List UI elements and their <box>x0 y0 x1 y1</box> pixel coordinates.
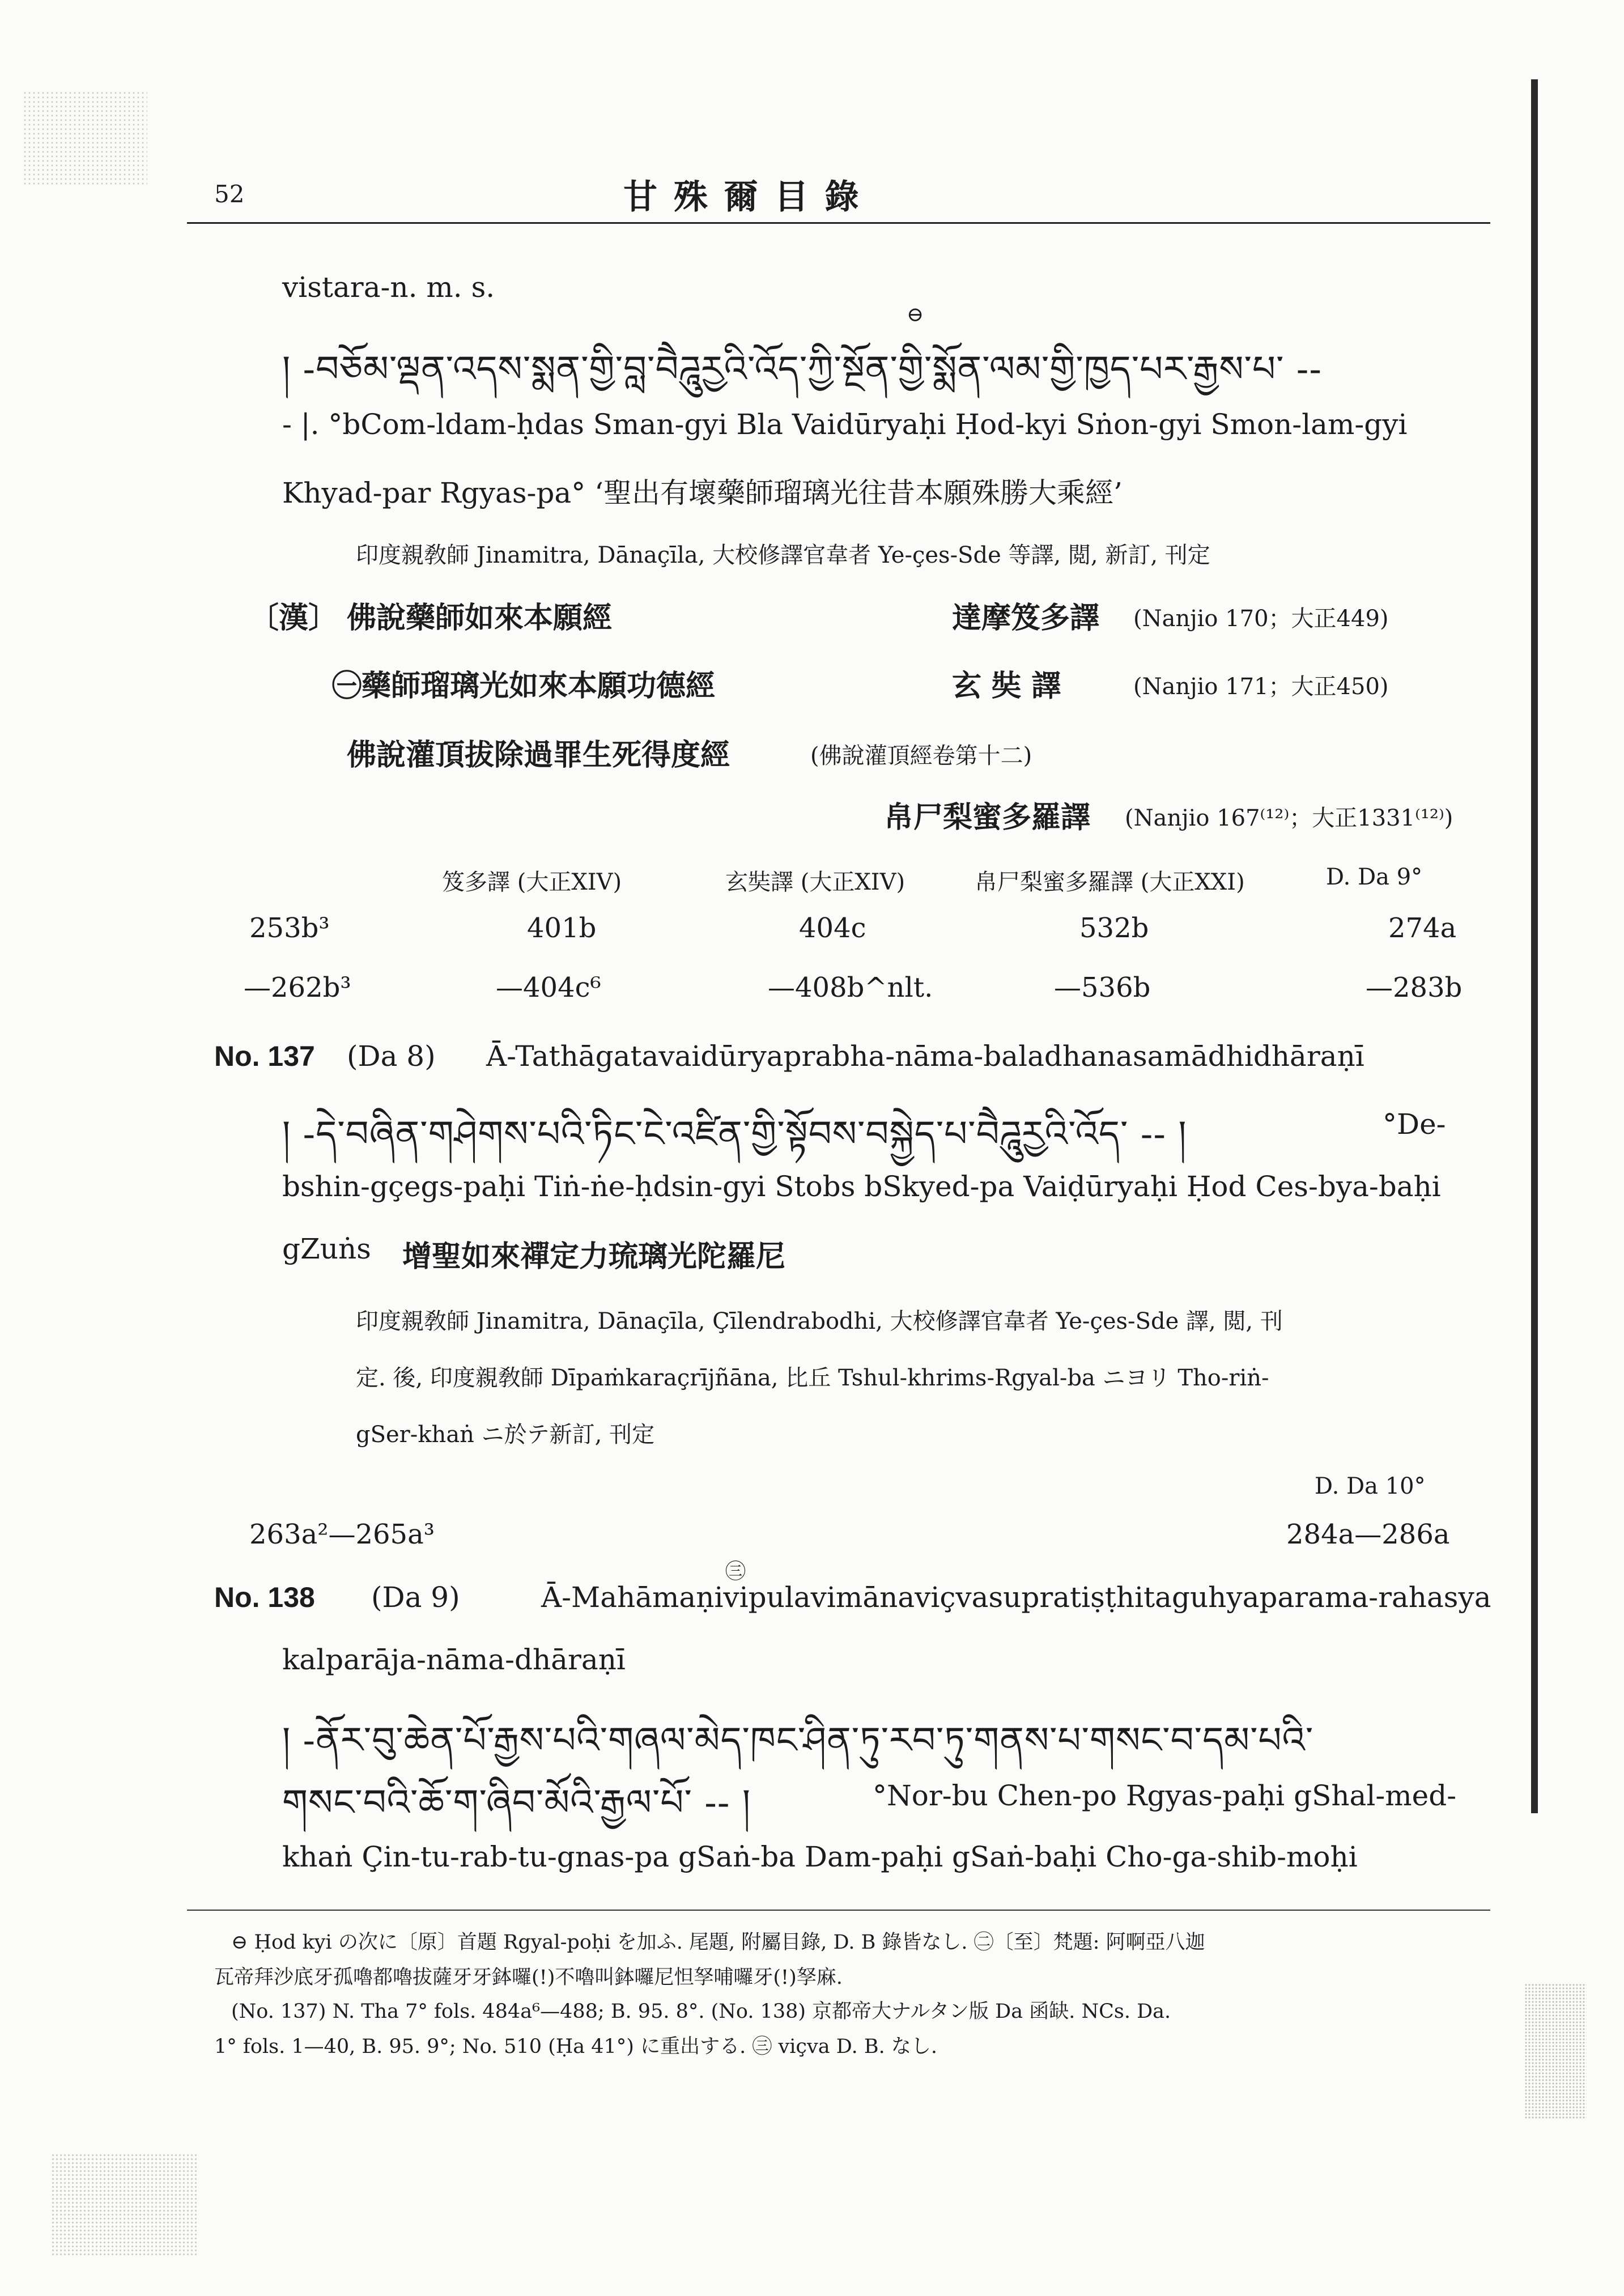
han-title-1: 佛說藥師如來本願經 <box>347 601 613 635</box>
table-header-2: 玄奘譯 (大正XIV) <box>725 869 905 895</box>
derge-ref-137: D. Da 10° <box>1315 1473 1426 1499</box>
sanskrit-title-138-line1: Ā-Mahāmaṇivipulavimānaviçvasupratiṣṭhitaguhyaparama-rahasya <box>541 1581 1491 1614</box>
table-cell: 274a <box>1388 912 1457 944</box>
scan-speckle-bottom-right <box>1524 1983 1587 2119</box>
translators-137-line1: 印度親敎師 Jinamitra, Dānaçīla, Çīlendrabodhi, 大校修譯官韋者 Ye-çes-Sde 譯, 閲, 刊 <box>356 1308 1283 1334</box>
entry-number-137: No. 137 <box>214 1040 315 1072</box>
table-header-4: D. Da 9° <box>1326 864 1423 890</box>
han-ref-2: (Nanjio 171；大正450) <box>1133 674 1389 700</box>
translators-137-line3: gSer-khaṅ ニ於テ新訂, 刊定 <box>356 1422 655 1448</box>
page-number: 52 <box>214 180 245 208</box>
table-cell: 401b <box>527 912 597 944</box>
footnote-line-3: (No. 137) N. Tha 7° fols. 484a⁶—488; B. 95. 8°. (No. 138) 京都帝大ナルタン版 Da 函缺. NCs. Da. <box>231 2000 1171 2023</box>
entry-ref-137: (Da 8) <box>347 1040 436 1073</box>
folio-range-right-137: 284a—286a <box>1286 1519 1450 1550</box>
tibetan-title-138-line2: གསང་བའི་ཆོ་ག་ཞིབ་མོའི་རྒྱལ་པོ་ -- ། <box>282 1782 751 1824</box>
transliteration-136-line1: - |. °bCom-ldam-ḥdas Sman-gyi Bla Vaidūryaḥi Ḥod-kyi Sṅon-gyi Smon-lam-gyi <box>282 408 1408 441</box>
footnote-line-2: 瓦帝拜沙底牙孤嚕都嚕拔薩牙牙鉢囉(!)不嚕叫鉢囉尼怛孥哺囉牙(!)孥麻. <box>214 1966 843 1989</box>
table-cell: 404c <box>799 912 866 944</box>
han-ref-1: (Nanjio 170；大正449) <box>1133 606 1389 632</box>
tibetan-title-138-line1: ། -ནོར་བུ་ཆེན་པོ་རྒྱས་པའི་གཞལ་མེད་ཁང་ཤིན་ཏུ་རབ་ཏུ་གནས་པ་གསང་བ་དམ་པའི་ <box>282 1720 1314 1762</box>
translators-137-line2: 定. 後, 印度親敎師 Dīpaṁkaraçrījñāna, 比丘 Tshul-khrims-Rgyal-ba ニヨリ Tho-riṅ- <box>356 1365 1269 1391</box>
chinese-title-137: 增聖如來禪定力琉璃光陀羅尼 <box>402 1239 786 1274</box>
han-translator-1: 達摩笈多譯 <box>952 601 1100 635</box>
table-cell: 253b³ <box>249 912 330 944</box>
note-marker-1: ⊖ <box>907 303 924 326</box>
entry-ref-138: (Da 9) <box>371 1581 460 1614</box>
table-cell: —283b <box>1366 972 1463 1004</box>
binding-spine-shadow <box>1531 79 1538 1813</box>
table-cell: 532b <box>1079 912 1149 944</box>
table-cell: —536b <box>1054 972 1151 1004</box>
table-cell: —408b^nlt. <box>768 972 933 1004</box>
table-cell: —404c⁶ <box>496 972 601 1004</box>
han-translator-2: 玄 奘 譯 <box>952 669 1061 703</box>
han-title-2: ㊀藥師瑠璃光如來本願功德經 <box>332 669 716 703</box>
transliteration-137-line2a: gZuṅs <box>282 1232 371 1265</box>
tibetan-title-136: ། -བཅོམ་ལྡན་འདས་སྨན་གྱི་བླ་བཻཌཱུརྱའི་འོད་ཀྱི་སྔོན་གྱི་སྨོན་ལམ་གྱི་ཁྱད་པར་རྒྱས་པ་ -- <box>282 348 1323 390</box>
table-header-1: 笈多譯 (大正XIV) <box>442 869 622 895</box>
note-marker-3: ㊂ <box>725 1560 746 1583</box>
table-cell: —262b³ <box>244 972 351 1004</box>
transliteration-137-line1: bshin-gçegs-paḥi Tiṅ-ṅe-ḥdsin-gyi Stobs bSkyed-pa Vaiḍūryaḥi Ḥod Ces-bya-baḥi <box>282 1170 1441 1203</box>
folio-range-left-137: 263a²—265a³ <box>249 1519 435 1550</box>
footnote-line-4: 1° fols. 1—40, B. 95. 9°; No. 510 (Ḥa 41°) に重出する. ㊂ viçva D. B. なし. <box>214 2035 937 2058</box>
sanskrit-title-cont: vistara-n. m. s. <box>282 271 495 304</box>
han-translator-3: 帛尸梨蜜多羅譯 <box>884 800 1091 835</box>
page-title: 甘 殊 爾 目 錄 <box>623 177 861 217</box>
header-rule <box>187 222 1490 224</box>
transliteration-137-tail: °De- <box>1383 1108 1446 1141</box>
han-label: 〔漢〕 <box>249 601 338 635</box>
footnote-rule <box>187 1910 1490 1911</box>
scan-speckle-top-left <box>23 91 147 187</box>
han-title-3: 佛說灌頂拔除過罪生死得度經 <box>347 738 730 772</box>
scan-speckle-bottom-left <box>51 2153 198 2255</box>
transliteration-138-tail: °Nor-bu Chen-po Rgyas-paḥi gShal-med- <box>873 1779 1457 1812</box>
sanskrit-title-138-line2: kalparāja-nāma-dhāraṇī <box>282 1643 626 1676</box>
tibetan-title-137: ། -དེ་བཞིན་གཤེགས་པའི་ཏིང་ངེ་འཛིན་གྱི་སྟོབས་བསྐྱེད་པ་བཻཌཱུརྱའི་འོད་ -- ། <box>282 1113 1187 1155</box>
table-header-3: 帛尸梨蜜多羅譯 (大正XXI) <box>975 869 1245 895</box>
entry-number-138: No. 138 <box>214 1581 315 1613</box>
footnote-line-1: ⊖ Ḥod kyi の次に〔原〕首題 Rgyal-poḥi を加ふ. 尾題, 附屬目錄, D. B 錄皆なし. ㊁〔至〕梵題: 阿啊亞八迦 <box>231 1931 1205 1954</box>
han-ref-3: (Nanjio 167⁽¹²⁾；大正1331⁽¹²⁾) <box>1125 805 1453 831</box>
translators-136: 印度親敎師 Jinamitra, Dānaçīla, 大校修譯官韋者 Ye-çes-Sde 等譯, 閲, 新訂, 刊定 <box>356 542 1210 568</box>
transliteration-136-line2: Khyad-par Rgyas-pa° ‘聖出有壞藥師瑠璃光往昔本願殊勝大乘經’ <box>282 477 1123 509</box>
transliteration-138-line: khaṅ Çin-tu-rab-tu-gnas-pa gSaṅ-ba Dam-paḥi gSaṅ-baḥi Cho-ga-shib-moḥi <box>282 1840 1358 1873</box>
sanskrit-title-137: Ā-Tathāgatavaidūryaprabha-nāma-baladhanasamādhidhāraṇī <box>486 1040 1364 1073</box>
han-subtitle-3: (佛說灌頂經卷第十二) <box>810 743 1032 769</box>
